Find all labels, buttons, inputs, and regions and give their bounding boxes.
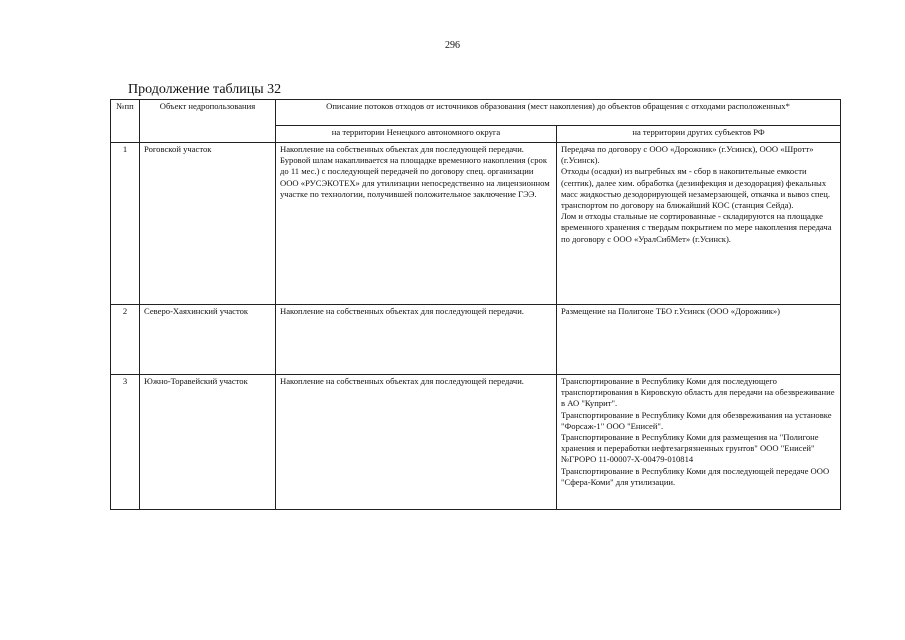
table-row bbox=[111, 375, 841, 510]
waste-flow-table bbox=[110, 99, 841, 510]
table-header-row bbox=[111, 100, 841, 126]
row-other-description bbox=[557, 305, 841, 375]
row-object: Северо-Хаяхинский участок bbox=[140, 305, 276, 375]
row-number: 2 bbox=[111, 305, 140, 375]
other-paragraph: Транспортирование в Республику Коми для размещения на "Полигоне хранения и переработки нефтезагрязненных грунтов" ООО "Енисей" №ГРОРО 11-00007-Х-00479-010814 bbox=[561, 432, 819, 465]
header-nao: на территории Ненецкого автономного округа bbox=[276, 126, 557, 143]
row-nao-description: Накопление на собственных объектах для последующей передачи. bbox=[276, 305, 557, 375]
header-object: Объект недропользования bbox=[140, 100, 276, 143]
other-paragraph: Передача по договору с ООО «Дорожник» (г.Усинск), ООО «Шротт» (г.Усинск). bbox=[561, 144, 814, 166]
other-paragraph: Отходы (осадки) из выгребных ям - сбор в накопительные емкости (септик), далее хим. обработка (дезинфекция и дезодорация) фекальных масс жидкостью дезодорирующей незамерзающей, откачка и вывоз спец. транспортом по договору на ближайший КОС (станция Сейда). bbox=[561, 166, 831, 211]
row-object: Роговской участок bbox=[140, 143, 276, 305]
other-paragraph: Размещение на Полигоне ТБО г.Усинск (ООО «Дорожник») bbox=[561, 306, 781, 316]
row-nao-description: Накопление на собственных объектах для последующей передачи. bbox=[276, 375, 557, 510]
table-row bbox=[111, 305, 841, 375]
row-other-description bbox=[557, 375, 841, 510]
table-caption: Продолжение таблицы 32 bbox=[128, 82, 282, 97]
row-number: 1 bbox=[111, 143, 140, 305]
other-paragraph: Транспортирование в Республику Коми для последующей передаче ООО "Сфера-Коми" для утилизации. bbox=[561, 465, 830, 487]
header-other-regions: на территории других субъектов РФ bbox=[557, 126, 841, 143]
row-number: 3 bbox=[111, 375, 140, 510]
row-nao-description: Накопление на собственных объектах для последующей передачи. Буровой шлам накапливается на площадке временного накопления (срок до 11 мес.) с последующей передачей по договору спец. организации ООО «РУСЭКОТЕХ» для утилизации непосредственно на лицензионном участке по технологии, получившей положительное заключение ГЭЭ. bbox=[276, 143, 557, 305]
header-num: №пп bbox=[111, 100, 140, 143]
other-paragraph: Транспортирование в Республику Коми для последующего транспортирования в Кировскую область для передачи на обезвреживание в АО "Куприт". bbox=[561, 376, 835, 409]
other-paragraph: Лом и отходы стальные не сортированные - складируются на площадке временного хранения с твердым покрытием по мере накопления передача по договору с ООО «УралСибМет» (г.Усинск). bbox=[561, 211, 832, 244]
page-number: 296 bbox=[445, 40, 460, 51]
other-paragraphs bbox=[561, 376, 836, 488]
other-paragraph: Транспортирование в Республику Коми для обезвреживания на установке "Форсаж-1" ООО "Енисей". bbox=[561, 409, 832, 431]
row-other-description bbox=[557, 143, 841, 305]
row-object: Южно-Торавейский участок bbox=[140, 375, 276, 510]
header-description: Описание потоков отходов от источников образования (мест накопления) до объектов обращения с отходами расположенных* bbox=[276, 100, 841, 126]
table-row bbox=[111, 143, 841, 305]
